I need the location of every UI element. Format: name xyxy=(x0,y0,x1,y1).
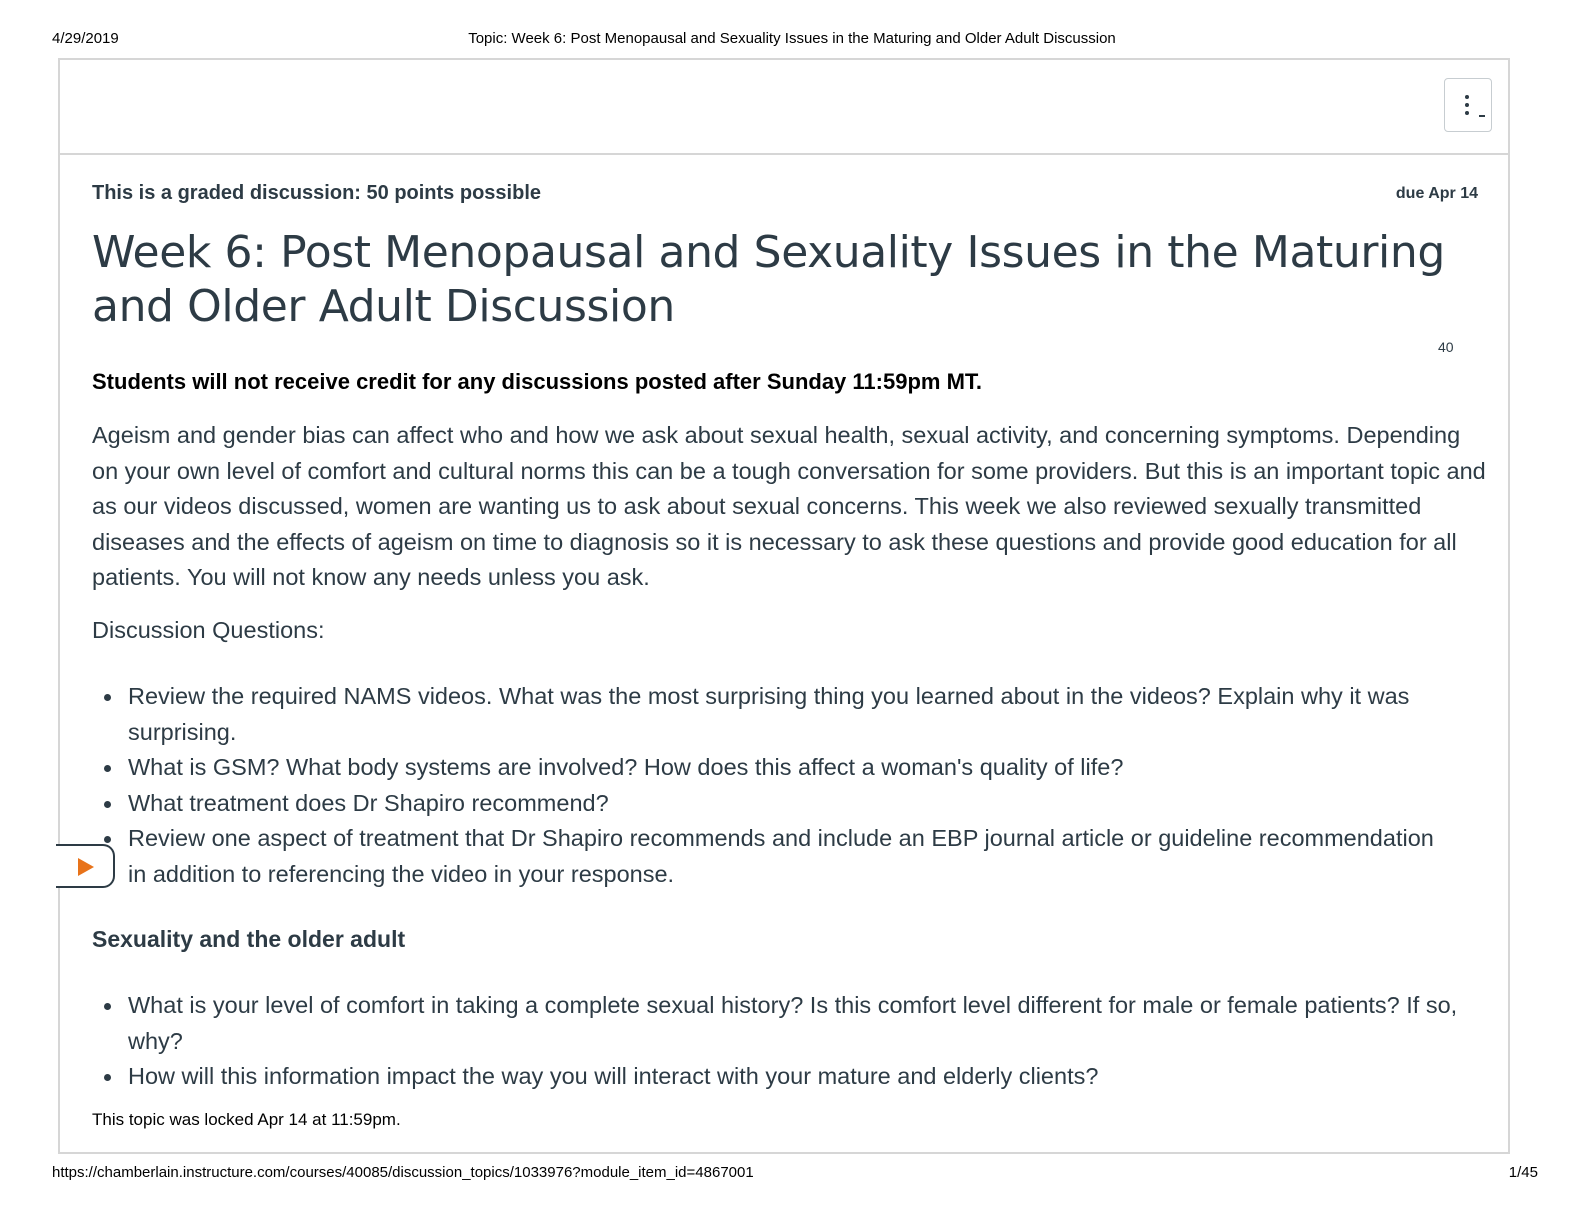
page-title: Week 6: Post Menopausal and Sexuality Issues in the Maturing and Older Adult Discussion xyxy=(92,227,1445,332)
discussion-toolbar xyxy=(60,60,1508,155)
section-questions-list xyxy=(92,988,1458,1095)
list-item: What is GSM? What body systems are involved? How does this affect a woman's quality of life? xyxy=(128,750,1458,786)
locked-note: This topic was locked Apr 14 at 11:59pm. xyxy=(92,1110,401,1129)
side-count: 40 xyxy=(1438,339,1454,355)
list-item: What is your level of comfort in taking a complete sexual history? Is this comfort level different for male or female patients? If so, why? xyxy=(128,988,1458,1059)
kebab-dot xyxy=(1465,111,1469,115)
print-date: 4/29/2019 xyxy=(52,30,119,47)
media-play-button[interactable] xyxy=(56,844,115,888)
credit-warning: Students will not receive credit for any discussions posted after Sunday 11:59pm MT. xyxy=(92,369,983,394)
play-icon xyxy=(78,858,94,876)
list-item: How will this information impact the way you will interact with your mature and elderly clients? xyxy=(128,1059,1458,1095)
print-title: Topic: Week 6: Post Menopausal and Sexuality Issues in the Maturing and Older Adult Discussion xyxy=(468,30,1116,47)
kebab-dot xyxy=(1465,103,1469,107)
kebab-menu-button[interactable] xyxy=(1444,78,1492,132)
kebab-menu-icon xyxy=(1465,95,1469,99)
print-page-number: 1/45 xyxy=(1508,1164,1538,1181)
list-item: Review the required NAMS videos. What was the most surprising thing you learned about in the videos? Explain why it was surprising. xyxy=(128,679,1458,750)
print-url: https://chamberlain.instructure.com/courses/40085/discussion_topics/1033976?module_item_id=4867001 xyxy=(52,1164,754,1181)
discussion-questions-label: Discussion Questions: xyxy=(92,617,325,643)
graded-discussion-label: This is a graded discussion: 50 points possible xyxy=(92,182,541,204)
discussion-questions-list xyxy=(92,679,1458,893)
list-item: What treatment does Dr Shapiro recommend? xyxy=(128,786,1458,822)
due-date: due Apr 14 xyxy=(1395,185,1478,202)
section-heading: Sexuality and the older adult xyxy=(92,926,406,952)
intro-paragraph: Ageism and gender bias can affect who and how we ask about sexual health, sexual activity, and concerning symptoms. Depending on your own level of comfort and cultural norms this can be a tough conversation for some providers. But this is an important topic and as our videos discussed, women are wanting us to ask about sexual concerns. This week we also reviewed sexually transmitted diseases and the effects of ageism on time to diagnosis so it is necessary to ask these questions and provide good education for all patients. You will not know any needs unless you ask. xyxy=(92,422,1486,591)
list-item: Review one aspect of treatment that Dr Shapiro recommends and include an EBP journal article or guideline recommendation in addition to referencing the video in your response. xyxy=(128,821,1458,892)
dropdown-indicator-icon xyxy=(1479,115,1485,117)
